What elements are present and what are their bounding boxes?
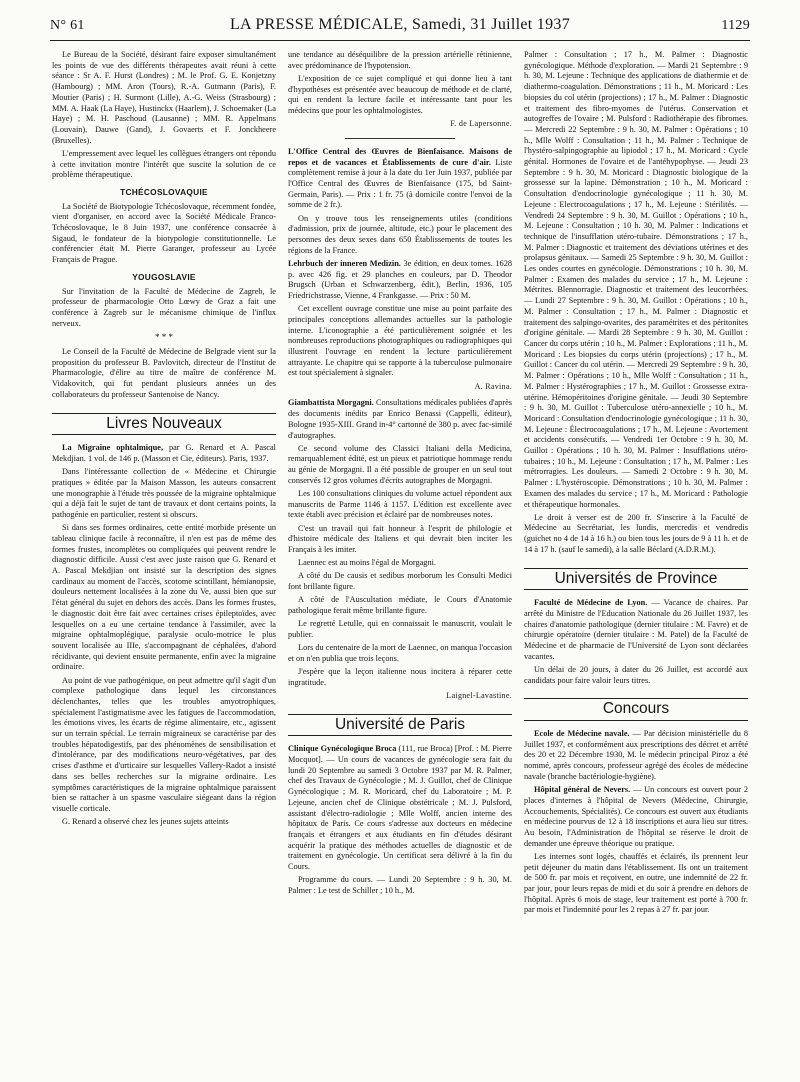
section-title-province: Universités de Province bbox=[524, 568, 748, 591]
divider bbox=[345, 138, 455, 139]
notice-entry bbox=[524, 729, 748, 783]
signature: F. de Lapersonne. bbox=[450, 119, 512, 129]
paragraph: Dans l'intéressante collection de « Médecine et Chirurgie pratiques » éditée par la Maison Masson, les auteurs consacrent une monographie à l'étude très poussée de la migraine ophtalmique qui a déjà fait le sujet de tant de travaux et dont certains points, la pathogénie en particulier, restent si obscurs. bbox=[52, 467, 276, 520]
notice-text: (111, rue Broca) [Prof. : M. Pierre Mocquot]. — Un cours de vacances de gynécologie sera fait du lundi 20 Septembre au samedi 3 Octobre 1937 par M. R. Palmer, chef des Travaux de Gynécologie ; M. J. Guillot, chef de Clinique Gynécologique ; M. R. Moricard, chef du Laboratoire ; M. P. Lejeune, ancien chef de Clinique obstétricale ; M. J. Pulsford, assistant d'électro-radiologie ; Mlle Wolff, ancien interne des hôpitaux de Paris. Ce cours s'adresse aux docteurs en médecine français et étrangers et aux étudiants en fin d'études désirant acquérir la pratique des méthodes actuelles de diagnostic et de traitement en gynécologie. Un certificat sera délivré à la fin du Cours. bbox=[288, 744, 512, 872]
section-title-livres: Livres Nouveaux bbox=[52, 413, 276, 436]
paragraph: C'est un travail qui fait honneur à l'esprit de philologie et d'histoire médicale des Italiens et qui devrait bien inciter les Français à les imiter. bbox=[288, 523, 512, 555]
paragraph: Ce second volume des Classici Italiani della Medicina, remarquablement édité, est un pieux et patriotique hommage rendu au génie de Morgagni. Il a été possible de grouper en un seul tout conservés 12 gros volumes d'écrits autographes de Morgagni. bbox=[288, 443, 512, 485]
book-reference: Liste complètement remise à jour à la date du 1er Juin 1937, publiée par l'Office Central des Œuvres de Bienfaisance (175, bd Saint-Germain, Paris). — Prix : 1 fr. 75 (à domicile contre l'envoi de la somme de 2 fr.). bbox=[288, 157, 512, 210]
page-number: 1129 bbox=[721, 18, 750, 33]
column-2 bbox=[288, 50, 512, 899]
paragraph: A côté du De causis et sedibus morborum les Consulti Medici font brillante figure. bbox=[288, 571, 512, 592]
notice-text: — Par décision ministérielle du 8 Juillet 1937, et conformément aux prescriptions des décret et arrêté des 20 et 22 Décembre 1930, M. le médecin principal Piroz a été nommé, après concours, professeur agrégé des écoles de médecine navale (branche bactériologie-hygiène). bbox=[524, 729, 749, 781]
notice-title: Faculté de Médecine de Lyon. bbox=[534, 598, 648, 608]
book-reference: Consultations médicales publiées d'après des documents inédits par Enrico Benassi (Cappelli, éditeur), Bologne 1935-XIII. Grand in-4° cartonné de 380 p. avec fac-similé d'autographes. bbox=[288, 398, 512, 440]
paragraph: Un délai de 20 jours, à dater du 26 Juillet, est accordé aux candidats pour faire valoir leurs titres. bbox=[524, 664, 748, 685]
notice-title: Hôpital général de Nevers. bbox=[534, 785, 631, 795]
paragraph: La Société de Biotypologie Tchécoslovaque, récemment fondée, vient d'organiser, en accord avec la Société Médicale Franco-Tchécoslovaque, le 8 Juin 1937, une conférence consacrée à Sigaud, le fondateur de la biotypologie constitutionnelle. Le conférencier était M. Pierre Garanger, professeur au Lycée Français de Prague. bbox=[52, 201, 276, 265]
notice-title: Clinique Gynécologique Broca bbox=[288, 744, 397, 754]
header-rule bbox=[50, 40, 750, 41]
issue-number: N° 61 bbox=[50, 18, 85, 33]
notice-text: — Vacance de chaires. Par arrêté du Ministre de l'Education Nationale du 26 Juillet 1937, les chaires d'anatomie pathologique (dernier titulaire : M. Favre) et de chirurgie opératoire (dernier titulaire : M. Patel) de la Faculté de Médecine et de pharmacie de l'Université de Lyon sont déclarées vacantes. bbox=[524, 598, 749, 661]
paragraph: Palmer : Consultation ; 17 h., M. Palmer : Diagnostic gynécologique. Méthode d'exploration. — Mardi 21 Septembre : 9 h. 30, M. Lejeune : Technique des applications de diathermie et de diathermo-coagulation. Démonstrations ; 11 h., M. Moricard : Les biopsies du col utérin (projections) ; 17 h., M. Palmer : Diagnostic et traitement des fibro-myomes de l'utérus. Conservation et autogreffes de l'ovaire ; M. Pulsford : Radiothérapie des fibromes. — Mercredi 22 Septembre : 9 h. 30, M. Palmer : Opérations ; 10 h., Mlle Wolff : Consultation ; 11 h., M. Palmer : Technique de l'hystéro-salpingographie au lipiodol ; 17 h., M. Moricard : Cycle génital. Hormones de l'ovaire et de l'antéhypophyse. — Jeudi 23 Septembre : 9 h. 30, M. Moricard : Diagnostic biologique de la grossesse sur la lapine. Démonstration ; 10 h., M. Moricard : Consultation d'endocrinologie gynécologique ; 11 h. 30, M. Lejeune : Electrocoagulations ; 17 h., M. Lejeune : Stérilités. — Vendredi 24 Septembre : 9 h. 30, M. Guillot : Opérations ; 10 h., M. Lejeune : Consultation ; 10 h. 30, M. Palmer : Indications et technique de l'insufflation utéro-tubaire. Démonstrations ; 17 h., M. Palmer : Diagnostic et traitement des déviations utérines et des prolapsus génitaux. — Samedi 25 Septembre : 9 h. 30, M. Guillot : Les ondes courtes en gynécologie. Démonstrations ; 10 h. 30, M. Palmer : Examen des malades du service ; 17 h., M. Lejeune : Métrites. Blennorragie. Diagnostic et traitement des leucorrhées. — Lundi 27 Septembre : 9 h. 30, M. Guillot : Opérations ; 10 h., M. Palmer : Consultation ; 17 h., M. Palmer : Diagnostic et traitement des salpingo-ovarites, des paramétrites et des péritonites d'origine génitale. — Mardi 28 Septembre : 9 h. 30, M. Guillot : Cancer du corps utérin ; 10 h., M. Palmer : Explorations ; 11 h., M. Moricard : Les biopsies du corps utérin (projections) ; 17 h., M. Guillot : Cancer du col utérin. — Mercredi 29 Septembre : 9 h. 30, M. Palmer : Opérations ; 10 h., Mlle Wolff : Consultation ; 11 h., M. Palmer : Hystérographies ; 17 h., M. Guillot : Grossesse extra-utérine. Hémopéritoines d'origine génitale. — Jeudi 30 Septembre : 9 h. 30, M. Guillot : Tuberculose utéro-annexielle ; 10 h., M. Moricard : Consultation d'endocrinologie gynécologique ; 11 h. 30, M. Lejeune : Électrocoagulations ; 17 h., M. Lejeune : Avortement et accidents consécutifs. — Vendredi 1er Octobre : 9 h. 30, M. Guillot : Opérations ; 10 h. 30, M. Palmer : Insufflations utéro-tubaires ; 10 h., M. Lejeune : Consultation ; 17 h., M. Palmer : Les métrorragies. Les douleurs. — Samedi 2 Octobre : 9 h. 30, M. Palmer : L'hystéroscopie. Démonstrations ; 10 h. 30, M. Palmer : Examen des malades du service ; 17 h., M. Moricard : Pathologie et thérapeutique hormonales. bbox=[524, 50, 748, 509]
masthead bbox=[50, 16, 750, 38]
notice-title: Ecole de Médecine navale. bbox=[534, 729, 630, 739]
book-entry bbox=[288, 259, 512, 302]
book-reference: 3e édition, en deux tomes. 1628 p. avec 426 fig. et 29 planches en couleurs, par D. Theodor Brugsch (Urban et Schwarzenberg, édit.), Berlin, 1936, 105 Friedrichstrasse, Vienne, 4 Frankgasse. — Prix : 50 M. bbox=[288, 258, 513, 301]
signature: A. Ravina. bbox=[474, 381, 512, 391]
paragraph: A côté de l'Auscultation médiate, le Cours d'Anatomie pathologique ferait même brillante figure. bbox=[288, 595, 512, 616]
paragraph: Lors du centenaire de la mort de Laennec, on manqua l'occasion et on n'en publia que trois leçons. bbox=[288, 643, 512, 663]
subheading-tchecoslovaquie: TCHÉCOSLOVAQUIE bbox=[120, 186, 208, 197]
section-title-concours: Concours bbox=[524, 698, 748, 721]
book-entry bbox=[288, 147, 512, 211]
column-3 bbox=[524, 50, 748, 919]
paragraph: L'exposition de ce sujet compliqué et qui donne lieu à tant d'hypothèses est présentée avec beaucoup de méthode et de clarté, qui en rendent la lecture facile et intéressante tant pour les médecins que pour les ophtalmologistes. bbox=[288, 73, 512, 116]
book-title: L'Office Central des Œuvres de Bienfaisance. Maisons de repos et de vacances et Établissements de cure d'air. bbox=[288, 146, 512, 167]
book-reference: par G. Renard et A. Pascal Mekdjian. 1 vol. de 146 p. (Masson et Cie, éditeurs). Paris, 1937. bbox=[52, 443, 276, 463]
book-title: Giambattista Morgagni. bbox=[288, 398, 374, 408]
paragraph: G. Renard a observé chez les jeunes sujets atteints bbox=[62, 817, 229, 827]
paragraph: Sur l'invitation de la Faculté de Médecine de Zagreb, le professeur de pharmacologie Otto Lœwy de Graz a fait une conférence à Zagreb sur le mécanisme chimique de l'influx nerveux. bbox=[52, 286, 276, 328]
book-title: La Migraine ophtalmique, bbox=[62, 443, 164, 453]
paragraph: Le Bureau de la Société, désirant faire exposer simultanément les points de vue des différents thérapeutes avait réuni à cette séance : Sr A. F. Hurst (Londres) ; M. le Prof. G. E. Konjetzny (Hambourg) ; MM. Aron (Tours), R.-A. Gutmann (Paris), F. Moutier (Paris) ; H. Surmont (Lille), A.-G. Weiss (Strasbourg) ; MM. A. Haak (La Haye), Hustinckx (Haarlem), J. Schoemaker (La Haye) ; M. H. Paschoud (Lausanne) ; MM. R. Appelmans (Louvain), Dauwe (Gand), J. Govaerts et F. Jonckheere (Bruxelles). bbox=[52, 50, 276, 145]
subheading-yougoslavie: YOUGOSLAVIE bbox=[132, 271, 196, 282]
paragraph: On y trouve tous les renseignements utiles (conditions d'admission, prix de journée, altitude, etc.) pour le placement des personnes des deux sexes dans 650 Établissements de toutes les régions de la France. bbox=[288, 213, 512, 255]
paragraph: Au point de vue pathogénique, on peut admettre qu'il s'agit d'un complexe pathologique dans lequel les circonstances déclenchantes, telles que les troubles amyotrophiques, spécialement l'astigmatisme avec les fatigues de l'accommodation, les émotions vives, les écarts de régime alimentaire, etc., agissent sur un terrain spécial. Le terrain migraineux se caractérise par des troubles hépatodigestifs, par des phénomènes de sensibilisation et d'intolérance, par des modifications neuro-végétatives, par des crises d'asthme et d'urticaire sur lesquelles Vallery-Radot a insisté dans ses belles recherches sur la migraine ordinaire. Les symptômes caractéristiques de la migraine ophtalmique paraissent bien se rattacher à un spasme vasculaire siégeant dans la région visuelle corticale. bbox=[52, 675, 276, 813]
paragraph: Les internes sont logés, chauffés et éclairés, ils prennent leur petit déjeuner du matin dans l'établissement. Ils ont un traitement de 500 fr. par mois et reçoivent, en outre, une indemnité de 22 fr. par jour, pour leurs repas de midi et du soir à prendre en dehors de l'hôpital. Après 6 mois de stage, leur traitement est porté à 700 fr. par mois et l'indemnité pour les 2 repas à 27 fr. par jour. bbox=[524, 851, 748, 915]
notice-entry bbox=[524, 598, 748, 662]
signature: Laignel-Lavastine. bbox=[446, 690, 512, 700]
book-entry bbox=[52, 443, 276, 464]
paragraph: une tendance au déséquilibre de la pression artérielle rétinienne, avec prédominance de l'hypotension. bbox=[288, 50, 512, 70]
notice-text: — Un concours est ouvert pour 2 places d'internes à l'hôpital de Nevers (Médecine, Chirurgie, Accouchements, Spécialités). Ce concours est ouvert aux étudiants en médecine pourvus de 12 à 18 inscriptions et aura lieu sur titres. Au besoin, l'Administration de l'hôpital se réserve le droit de demander une épreuve théorique ou pratique. bbox=[524, 785, 748, 848]
paragraph: Le droit à verser est de 200 fr. S'inscrire à la Faculté de Médecine au Secrétariat, les lundis, mercredis et vendredis (guichet no 4 de 14 à 16 h.) ou bien tous les jours de 9 à 11 h. et de 14 à 17 h. (sauf le samedi), à la salle Béclard (A.D.R.M.). bbox=[524, 512, 748, 554]
book-title: Lehrbuch der inneren Medizin. bbox=[288, 258, 401, 268]
journal-title: LA PRESSE MÉDICALE, Samedi, 31 Juillet 1937 bbox=[229, 16, 571, 33]
notice-entry bbox=[524, 785, 748, 849]
paragraph: Programme du cours. — Lundi 20 Septembre : 9 h. 30, M. Palmer : Le test de Schiller ; 10 h., M. bbox=[288, 875, 512, 896]
separator-stars: * * * bbox=[155, 332, 173, 343]
column-1 bbox=[52, 50, 276, 830]
paragraph: Cet excellent ouvrage constitue une mise au point parfaite des principales conceptions allemandes actuelles sur la pathologie interne. L'iconographie a été particulièrement soignée et les nombreuses reproductions photographiques ou radiographiques qui illustrent l'ouvrage en rendent la lecture particulièrement attrayante. Le chapitre qui se rapporte à la tuberculose pulmonaire est tout spécialement à signaler. bbox=[288, 304, 512, 378]
paragraph: Laennec est au moins l'égal de Morgagni. bbox=[298, 558, 436, 568]
paragraph: Le Conseil de la Faculté de Médecine de Belgrade vient sur la proposition du professeur B. Pavlovitch, directeur de l'Institut de Pharmacologie, d'élire au titre de maître de conférence M. Vidakovitch, qui fut pendant plusieurs années un des collaborateurs du professeur Santenoise de Nancy. bbox=[52, 347, 276, 399]
paragraph: Le regretté Letulle, qui en connaissait le manuscrit, voulait le publier. bbox=[288, 619, 512, 639]
notice-entry bbox=[288, 744, 512, 872]
paragraph: J'espère que la leçon italienne nous incitera à réparer cette ingratitude. bbox=[288, 667, 512, 687]
paragraph: Si dans ses formes ordinaires, cette entité morbide présente un tableau clinique facile à reconnaître, il n'en est pas de même des formes frustes, incomplètes ou compliquées qui peuvent rendre le diagnostic difficile. Aussi c'est avec juste raison que G. Renard et A. Pascal Mekdjian ont insisté sur la description des signes cardinaux au moment de l'accès, scotome scintillant, hémianopsie, douleurs nettement localisées à la zone du Ve, aussi bien que sur l'état général du sujet en dehors des accès. Dans les formes frustes, le diagnostic doit être fait avec certaines crises épileptoïdes, avec lesquelles on a eu une certaine tendance à l'assimiler, avec la migraine ophtalmoplégique, paralysie oculo-motrice le plus souvent localisée au IIIe, s'accompagnant de céphalées, d'abord récidivante, qui devient ensuite permanente, enfin avec la migraine ordinaire. bbox=[52, 523, 276, 672]
paragraph: Les 100 consultations cliniques du volume actuel répondent aux manuscrits de Parme 1146 à 1157. L'édition est excellente avec texte établi avec précision et éclairé par de nombreuses notes. bbox=[288, 489, 512, 520]
section-title-paris: Université de Paris bbox=[288, 714, 512, 737]
paragraph: L'empressement avec lequel les collègues étrangers ont répondu à cette invitation montre l'intérêt que suscite la solution de ce problème thérapeutique. bbox=[52, 148, 276, 180]
book-entry bbox=[288, 398, 512, 441]
